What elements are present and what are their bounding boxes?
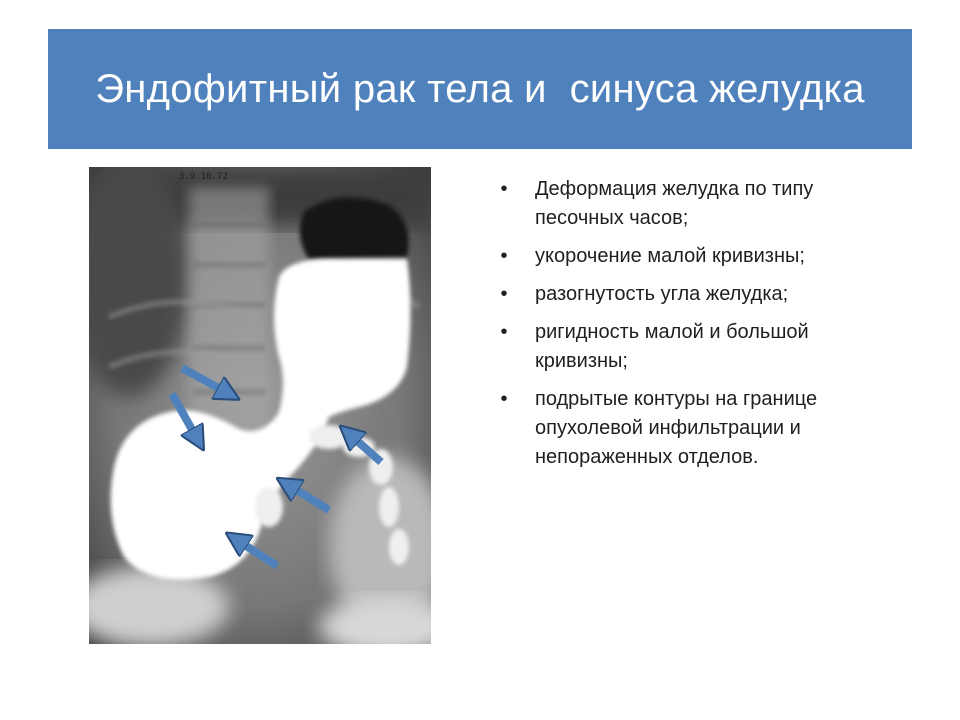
- bullet-text: разогнутость угла желудка;: [535, 283, 789, 305]
- bullet-text: Деформация желудка по типу песочных часов;: [535, 178, 814, 229]
- bullet-text: укорочение малой кривизны;: [535, 245, 805, 267]
- bullet-list: [497, 175, 897, 481]
- bullet-dot: •: [500, 245, 508, 267]
- list-item: [497, 175, 897, 233]
- bullet-dot: •: [500, 178, 508, 200]
- slide-title: Эндофитный рак тела и синуса желудка: [95, 66, 865, 111]
- bullet-dot: •: [500, 321, 508, 343]
- list-item: [497, 242, 897, 271]
- bullet-text: подрытые контуры на границе опухолевой инфильтрации и непораженных отделов.: [535, 388, 818, 468]
- list-item: [497, 280, 897, 309]
- xray-stomach-image: [89, 167, 431, 644]
- xray-scribble: 3.9.10.72: [179, 172, 228, 182]
- list-item: [497, 385, 897, 472]
- bullet-dot: •: [500, 283, 508, 305]
- list-item: [497, 318, 897, 376]
- xray-image: [89, 167, 431, 644]
- bullet-dot: •: [500, 388, 508, 410]
- bullet-text: ригидность малой и большой кривизны;: [535, 321, 809, 372]
- title-band: [48, 29, 912, 149]
